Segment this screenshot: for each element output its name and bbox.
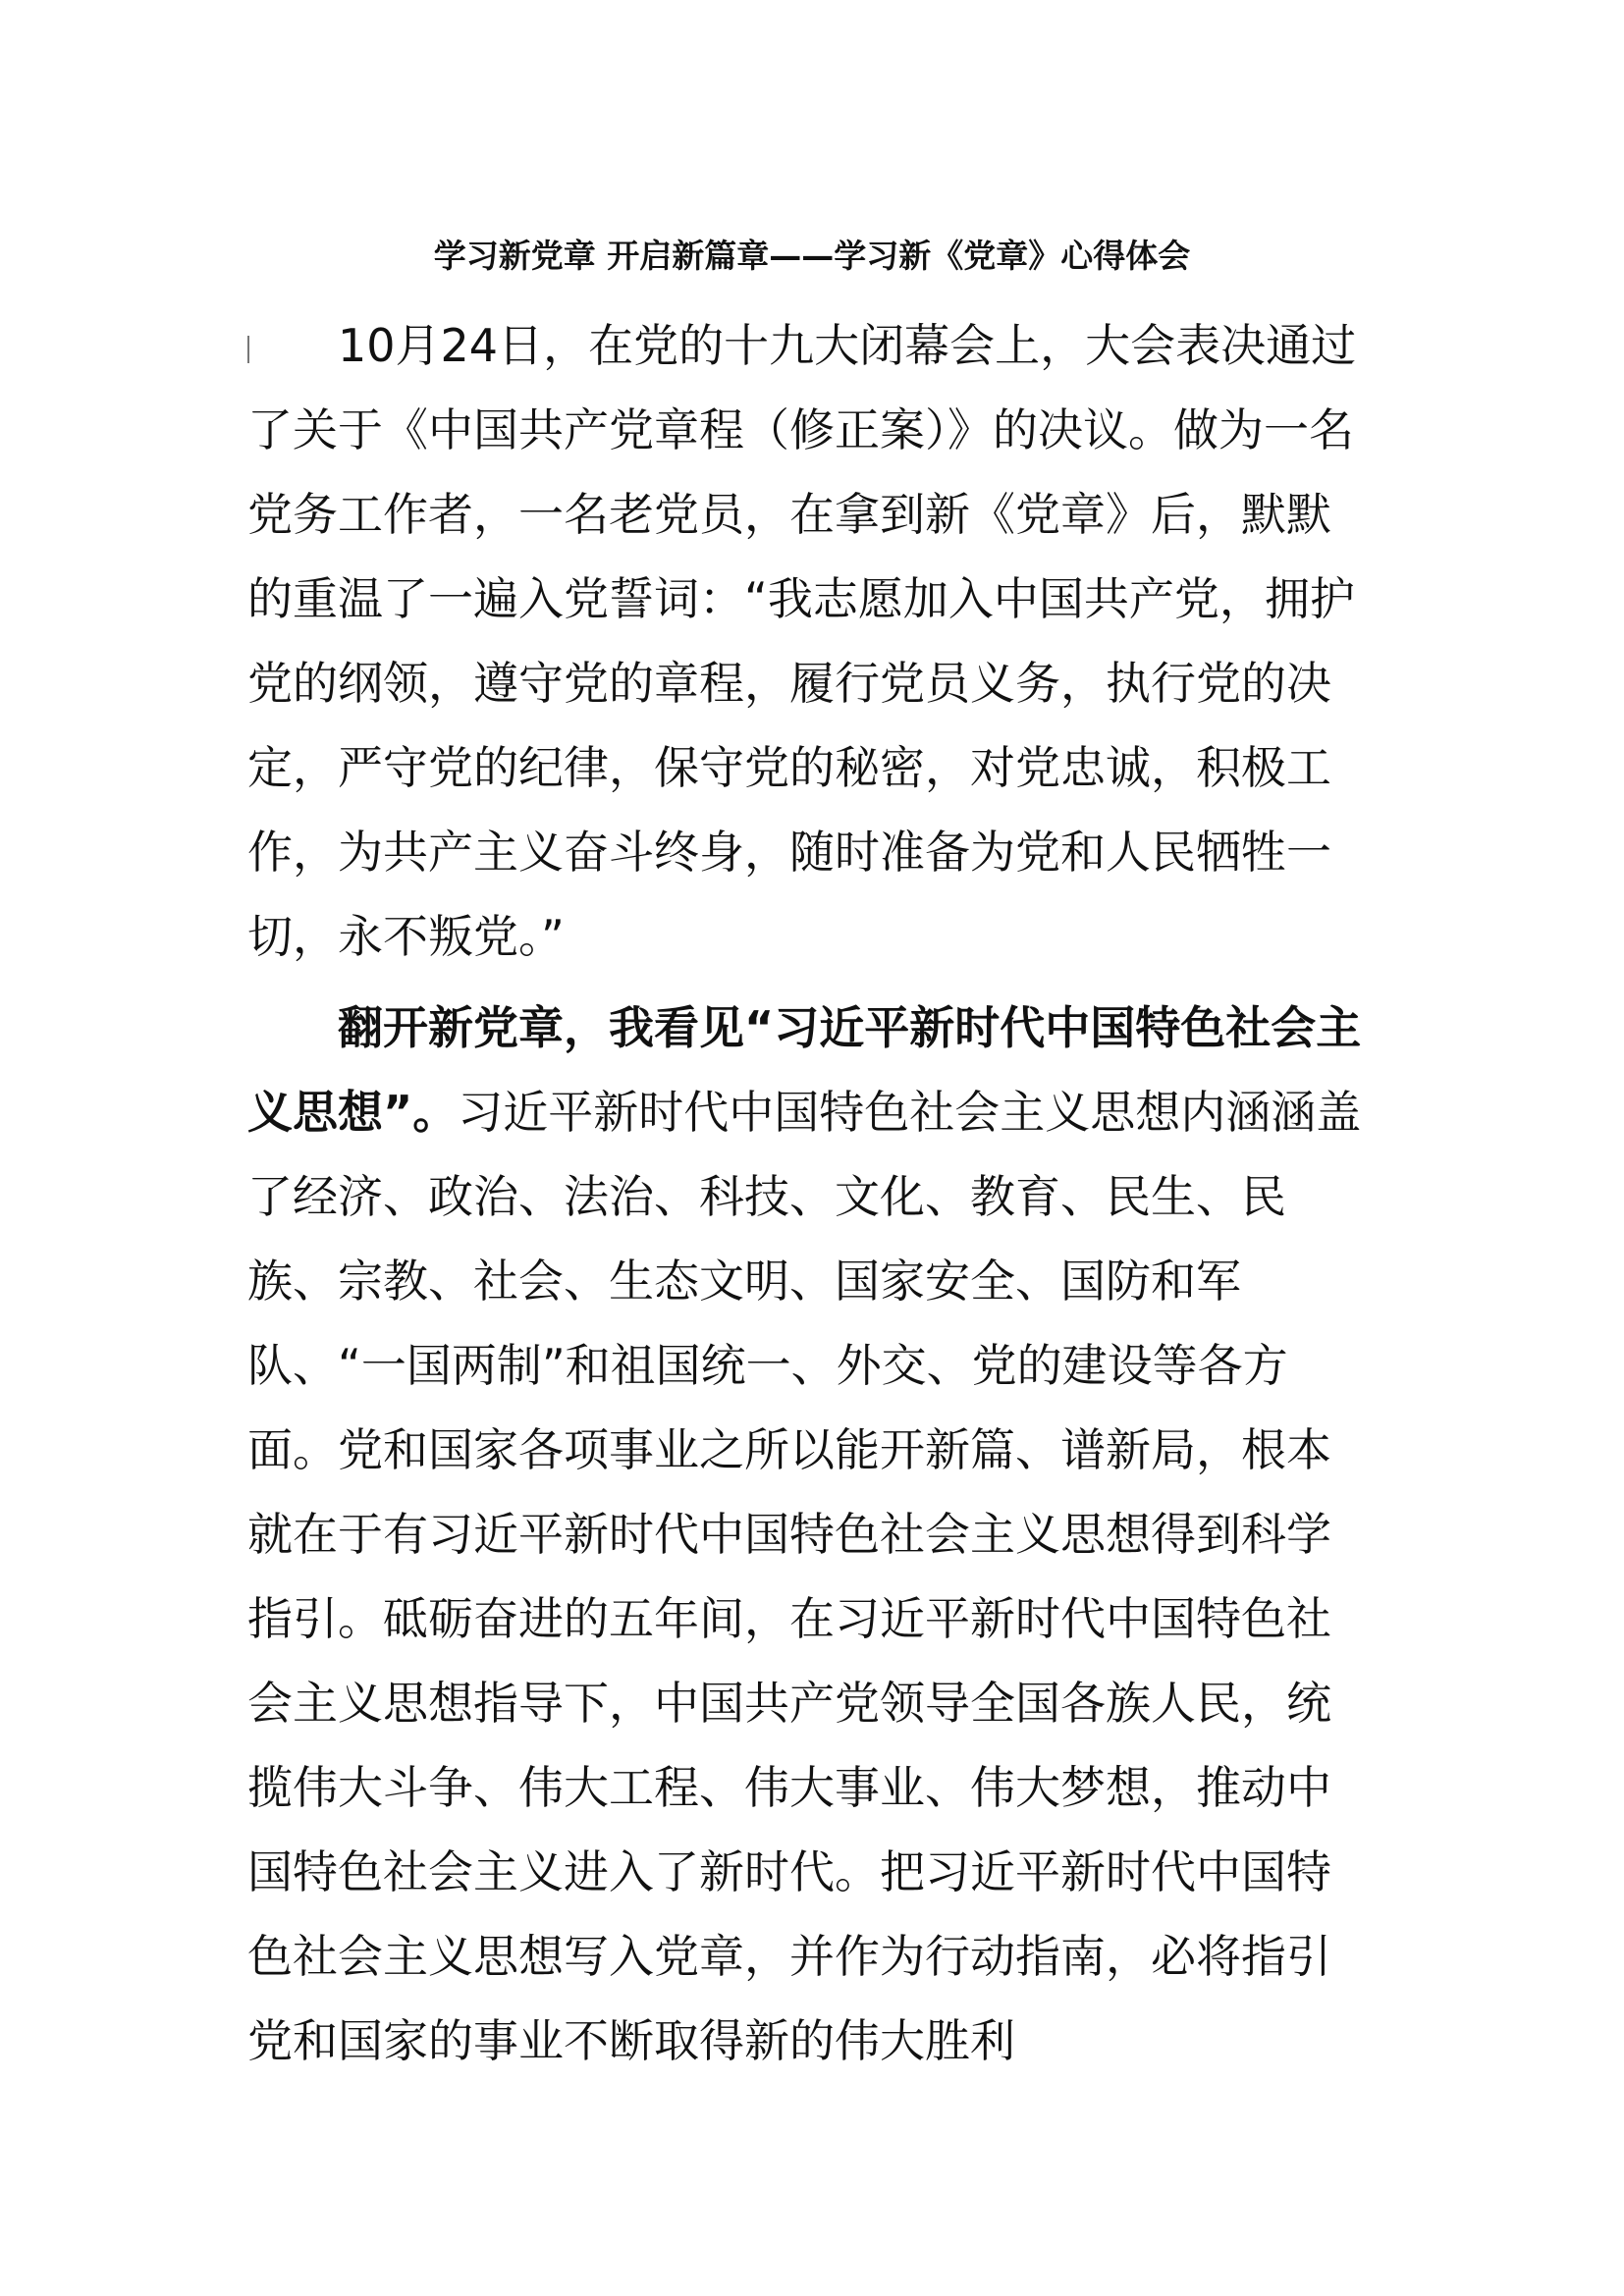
paragraph-new-charter bbox=[247, 986, 1367, 2083]
text-cursor-icon bbox=[247, 336, 249, 363]
paragraph-body: 习近平新时代中国特色社会主义思想内涵涵盖了经济、政治、法治、科技、文化、教育、民生、民族、宗教、社会、生态文明、国家安全、国防和军队、“一国两制”和祖国统一、外交、党的建设等各方面。党和国家各项事业之所以能开新篇、谱新局，根本就在于有习近平新时代中国特色社会主义思想得到科学指引。砥砺奋进的五年间，在习近平新时代中国特色社会主义思想指导下，中国共产党领导全国各族人民，统揽伟大斗争、伟大工程、伟大事业、伟大梦想，推动中国特色社会主义进入了新时代。把习近平新时代中国特色社会主义思想写入党章，并作为行动指南，必将指引党和国家的事业不断取得新的伟大胜利 bbox=[247, 1086, 1362, 2067]
document-title: 学习新党章 开启新篇章——学习新《党章》心得体会 bbox=[433, 237, 1191, 275]
paragraph-oath bbox=[247, 303, 1367, 979]
paragraph-oath-text: 10月24日，在党的十九大闭幕会上，大会表决通过了关于《中国共产党章程（修正案）》的决议。做为一名党务工作者，一名老党员，在拿到新《党章》后，默默的重温了一遍入党誓词：“我志愿加入中国共产党，拥护党的纲领，遵守党的章程，履行党员义务，执行党的决定，严守党的纪律，保守党的秘密，对党忠诚，积极工作，为共产主义奋斗终身，随时准备为党和人民牺牲一切，永不叛党。” bbox=[247, 319, 1357, 963]
paragraph-indent bbox=[247, 303, 338, 388]
paragraph-heading: 翻开新党章，我看见“习近平新时代中国特色社会主义思想”。 bbox=[247, 1001, 1362, 1139]
